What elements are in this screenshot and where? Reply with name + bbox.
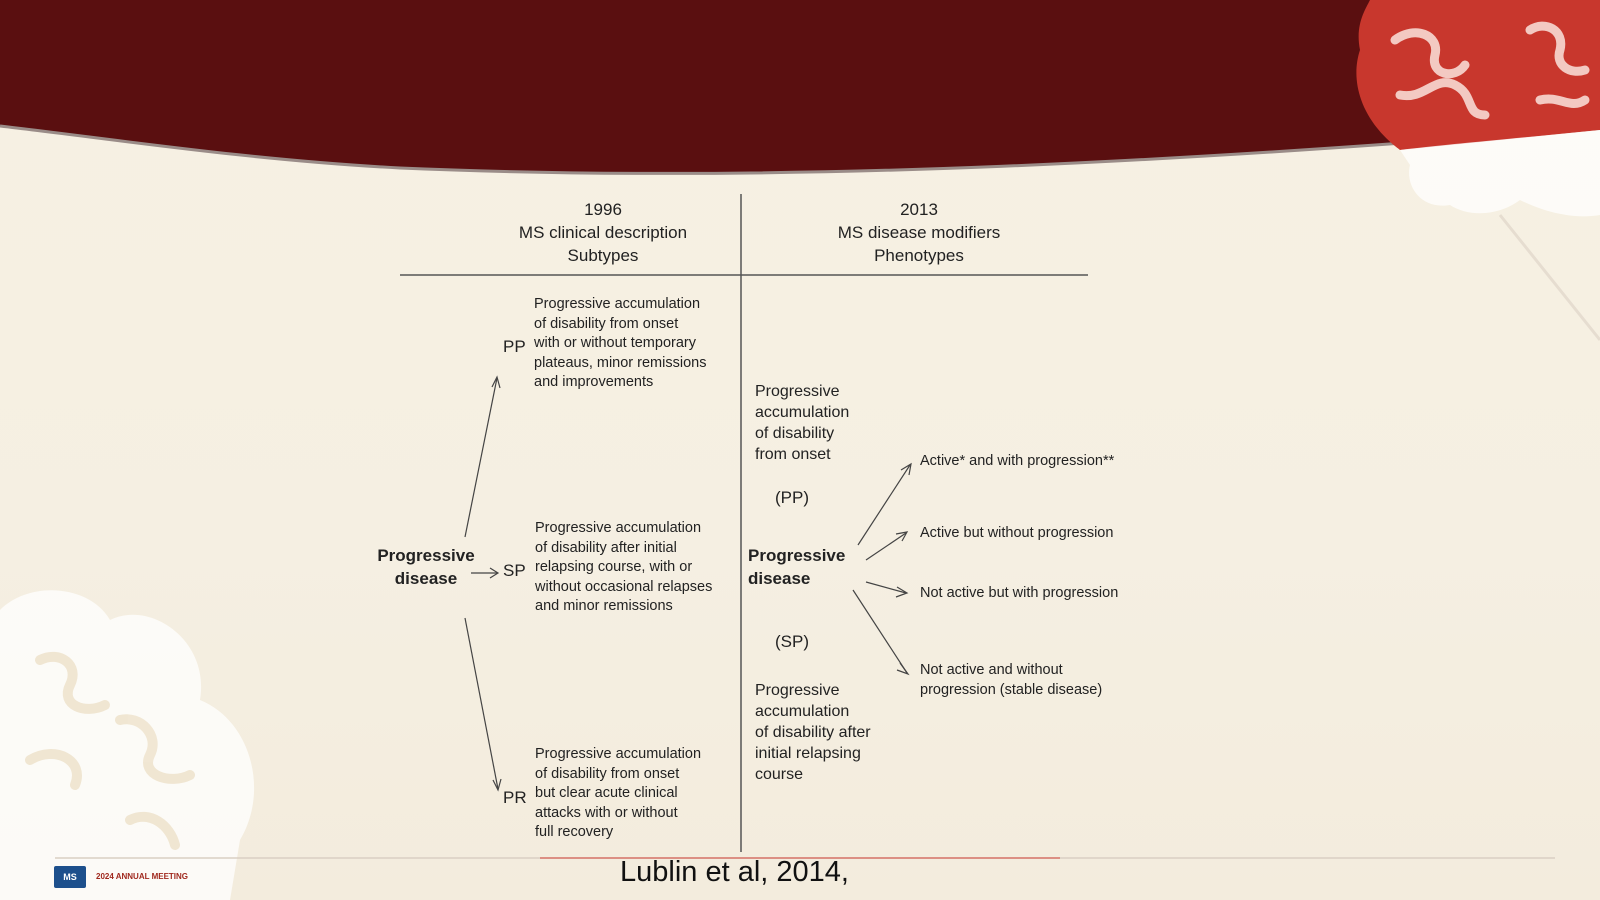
header-right-year: 2013	[900, 200, 938, 219]
arrow-to-pp	[465, 378, 497, 537]
arrowhead-4	[897, 663, 908, 674]
header-right	[819, 198, 1019, 267]
arrow-outcome-2	[866, 533, 906, 560]
header-left-title: MS clinical description	[518, 223, 688, 242]
outcome-active-progression: Active* and with progression**	[920, 453, 1115, 469]
header-left	[503, 198, 703, 267]
left-sp-code: SP	[503, 561, 526, 580]
outcome-not-active-progression: Not active but with progression	[920, 585, 1119, 601]
left-pp-code: PP	[503, 337, 526, 356]
arrow-to-pr	[465, 618, 498, 789]
header-right-title: MS disease modifiers	[837, 223, 1001, 242]
right-pp-code: (PP)	[775, 488, 809, 507]
left-pp-description: Progressive accumulation of disability from onset with or without temporary plateaus, minor remissions and improvements	[534, 296, 707, 390]
right-sp-code: (SP)	[775, 632, 809, 651]
left-sp-description: Progressive accumulation of disability after initial relapsing course, with or without occasional relapses and minor remissions	[535, 520, 713, 614]
cmsc-logo: MS	[54, 866, 86, 888]
deco-line	[1500, 215, 1600, 340]
header-right-sub: Phenotypes	[874, 246, 964, 265]
outcome-stable-disease: Not active and without progression (stable disease)	[920, 662, 1103, 698]
brain-icon-top-right	[1356, 0, 1600, 216]
citation: Lublin et al, 2014,	[620, 856, 849, 888]
brain-icon-bottom-left	[0, 590, 254, 900]
right-pp-description: Progressive accumulation of disability from onset	[755, 383, 850, 463]
right-arrows	[853, 464, 911, 674]
outcome-active-no-progression: Active but without progression	[920, 525, 1114, 541]
meeting-label: 2024 ANNUAL MEETING	[96, 872, 189, 881]
header-left-year: 1996	[584, 200, 622, 219]
left-pr-code: PR	[503, 788, 527, 807]
left-progressive-disease: Progressive disease	[377, 546, 475, 588]
right-progressive-disease: Progressive disease	[748, 546, 846, 588]
right-sp-description: Progressive accumulation of disability after initial relapsing course	[755, 682, 871, 783]
arrow-outcome-4	[853, 590, 907, 673]
arrow-outcome-3	[866, 582, 906, 593]
header-left-sub: Subtypes	[567, 246, 639, 265]
left-pr-description: Progressive accumulation of disability from onset but clear acute clinical attacks with or without full recovery	[535, 746, 702, 840]
